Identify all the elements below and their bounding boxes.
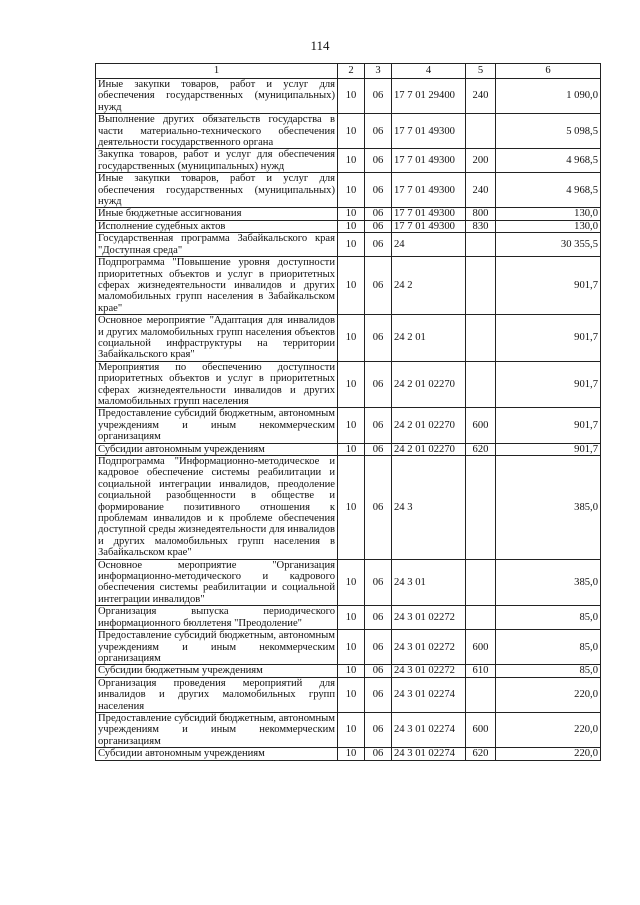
table-row [96,677,601,712]
row-target-article: 24 2 01 02270 [392,408,466,443]
row-section: 10 [338,257,365,315]
table-row [96,606,601,630]
row-expense-type [466,257,496,315]
row-subsection: 06 [365,361,392,408]
row-amount: 901,7 [496,315,601,362]
row-amount: 220,0 [496,677,601,712]
row-subsection: 06 [365,559,392,606]
row-amount: 385,0 [496,456,601,560]
table-row [96,114,601,149]
row-subsection: 06 [365,315,392,362]
row-expense-type: 600 [466,408,496,443]
table-row [96,257,601,315]
row-subsection: 06 [365,257,392,315]
row-amount: 85,0 [496,665,601,677]
row-expense-type [466,315,496,362]
row-subsection: 06 [365,79,392,114]
row-expense-type: 600 [466,630,496,665]
row-amount: 5 098,5 [496,114,601,149]
row-name: Основное мероприятие "Организация информационно-методического и кадрового обеспечения системы реабилитации и социальной интеграции инвалидов" [96,559,338,606]
header-row [96,64,601,79]
table-row [96,559,601,606]
row-expense-type [466,559,496,606]
table-row [96,208,601,220]
row-amount: 1 090,0 [496,79,601,114]
row-subsection: 06 [365,114,392,149]
row-expense-type [466,233,496,257]
row-subsection: 06 [365,606,392,630]
row-target-article: 17 7 01 29400 [392,79,466,114]
row-section: 10 [338,173,365,208]
header-col-5: 5 [466,64,496,79]
header-col-2: 2 [338,64,365,79]
row-expense-type [466,606,496,630]
header-col-1: 1 [96,64,338,79]
row-expense-type: 830 [466,220,496,232]
row-target-article: 17 7 01 49300 [392,220,466,232]
row-name: Исполнение судебных актов [96,220,338,232]
row-target-article: 17 7 01 49300 [392,173,466,208]
table-row [96,748,601,760]
row-target-article: 24 3 01 02274 [392,748,466,760]
row-amount: 220,0 [496,712,601,747]
row-name: Субсидии бюджетным учреждениям [96,665,338,677]
row-expense-type: 620 [466,748,496,760]
row-amount: 4 968,5 [496,149,601,173]
header-col-3: 3 [365,64,392,79]
row-section: 10 [338,559,365,606]
row-section: 10 [338,233,365,257]
row-expense-type: 240 [466,173,496,208]
row-section: 10 [338,361,365,408]
row-amount: 30 355,5 [496,233,601,257]
row-target-article: 17 7 01 49300 [392,208,466,220]
row-expense-type: 800 [466,208,496,220]
row-section: 10 [338,114,365,149]
row-expense-type: 600 [466,712,496,747]
row-section: 10 [338,606,365,630]
row-subsection: 06 [365,665,392,677]
row-target-article: 24 2 01 02270 [392,361,466,408]
row-amount: 130,0 [496,220,601,232]
row-name: Иные закупки товаров, работ и услуг для обеспечения государственных (муниципальных) нужд [96,173,338,208]
row-name: Государственная программа Забайкальского края "Доступная среда" [96,233,338,257]
row-subsection: 06 [365,173,392,208]
row-section: 10 [338,712,365,747]
row-section: 10 [338,315,365,362]
row-target-article: 24 3 01 [392,559,466,606]
row-section: 10 [338,665,365,677]
row-name: Основное мероприятие "Адаптация для инвалидов и других маломобильных групп населения объектов социальной инфраструктуры на территории Забайкальского края" [96,315,338,362]
row-section: 10 [338,677,365,712]
row-section: 10 [338,408,365,443]
table-row [96,712,601,747]
row-amount: 220,0 [496,748,601,760]
row-amount: 901,7 [496,361,601,408]
table-row [96,233,601,257]
table-row [96,79,601,114]
row-name: Субсидии автономным учреждениям [96,443,338,455]
row-section: 10 [338,456,365,560]
row-amount: 901,7 [496,408,601,443]
table-row [96,361,601,408]
row-section: 10 [338,208,365,220]
row-amount: 385,0 [496,559,601,606]
row-target-article: 24 2 01 02270 [392,443,466,455]
row-expense-type: 610 [466,665,496,677]
row-amount: 901,7 [496,257,601,315]
table-row [96,408,601,443]
table-row [96,630,601,665]
row-target-article: 17 7 01 49300 [392,114,466,149]
row-expense-type: 240 [466,79,496,114]
row-section: 10 [338,630,365,665]
row-expense-type [466,677,496,712]
table-row [96,456,601,560]
row-section: 10 [338,220,365,232]
row-target-article: 24 [392,233,466,257]
row-name: Организация проведения мероприятий для инвалидов и других маломобильных групп населения [96,677,338,712]
row-name: Мероприятия по обеспечению доступности приоритетных объектов и услуг в приоритетных сферах жизнедеятельности инвалидов и других маломобильных групп населения [96,361,338,408]
page-number: 114 [310,38,330,53]
row-target-article: 24 3 01 02274 [392,677,466,712]
row-section: 10 [338,149,365,173]
row-subsection: 06 [365,630,392,665]
row-subsection: 06 [365,233,392,257]
row-section: 10 [338,443,365,455]
row-subsection: 06 [365,712,392,747]
row-expense-type: 200 [466,149,496,173]
row-expense-type [466,361,496,408]
row-target-article: 24 3 01 02272 [392,606,466,630]
row-subsection: 06 [365,677,392,712]
row-expense-type: 620 [466,443,496,455]
row-target-article: 24 3 01 02274 [392,712,466,747]
row-name: Подпрограмма "Информационно-методическое и кадровое обеспечение системы реабилитации и социальной интеграции инвалидов, преодоление социальной разобщенности в обществе и формирование позитивного отношения к проблемам инвалидов и к проблеме обеспечения доступной среды жизнедеятельности для инвалидов и других маломобильных групп населения в Забайкальском крае" [96,456,338,560]
row-target-article: 17 7 01 49300 [392,149,466,173]
table-row [96,315,601,362]
table-row [96,443,601,455]
row-subsection: 06 [365,748,392,760]
row-name: Иные закупки товаров, работ и услуг для обеспечения государственных (муниципальных) нужд [96,79,338,114]
row-target-article: 24 2 [392,257,466,315]
row-subsection: 06 [365,220,392,232]
header-col-4: 4 [392,64,466,79]
row-section: 10 [338,748,365,760]
row-target-article: 24 2 01 [392,315,466,362]
row-name: Подпрограмма "Повышение уровня доступности приоритетных объектов и услуг в приоритетных сферах жизнедеятельности инвалидов и других маломобильных групп населения в Забайкальском крае" [96,257,338,315]
row-expense-type [466,456,496,560]
row-name: Выполнение других обязательств государства в части материально-технического обеспечения деятельности государственного органа [96,114,338,149]
row-amount: 85,0 [496,606,601,630]
table-row [96,665,601,677]
row-target-article: 24 3 01 02272 [392,630,466,665]
row-name: Закупка товаров, работ и услуг для обеспечения государственных (муниципальных) нужд [96,149,338,173]
row-amount: 901,7 [496,443,601,455]
row-name: Предоставление субсидий бюджетным, автономным учреждениям и иным некоммерческим организациям [96,408,338,443]
row-amount: 4 968,5 [496,173,601,208]
row-name: Иные бюджетные ассигнования [96,208,338,220]
row-amount: 130,0 [496,208,601,220]
row-amount: 85,0 [496,630,601,665]
row-section: 10 [338,79,365,114]
row-expense-type [466,114,496,149]
table-row [96,220,601,232]
row-name: Предоставление субсидий бюджетным, автономным учреждениям и иным некоммерческим организациям [96,630,338,665]
row-subsection: 06 [365,456,392,560]
row-name: Субсидии автономным учреждениям [96,748,338,760]
row-name: Предоставление субсидий бюджетным, автономным учреждениям и иным некоммерческим организациям [96,712,338,747]
header-col-6: 6 [496,64,601,79]
budget-table [95,63,601,761]
table-row [96,173,601,208]
table-row [96,149,601,173]
row-target-article: 24 3 01 02272 [392,665,466,677]
row-name: Организация выпуска периодического информационного бюллетеня "Преодоление" [96,606,338,630]
row-subsection: 06 [365,408,392,443]
row-subsection: 06 [365,149,392,173]
row-subsection: 06 [365,443,392,455]
row-subsection: 06 [365,208,392,220]
row-target-article: 24 3 [392,456,466,560]
